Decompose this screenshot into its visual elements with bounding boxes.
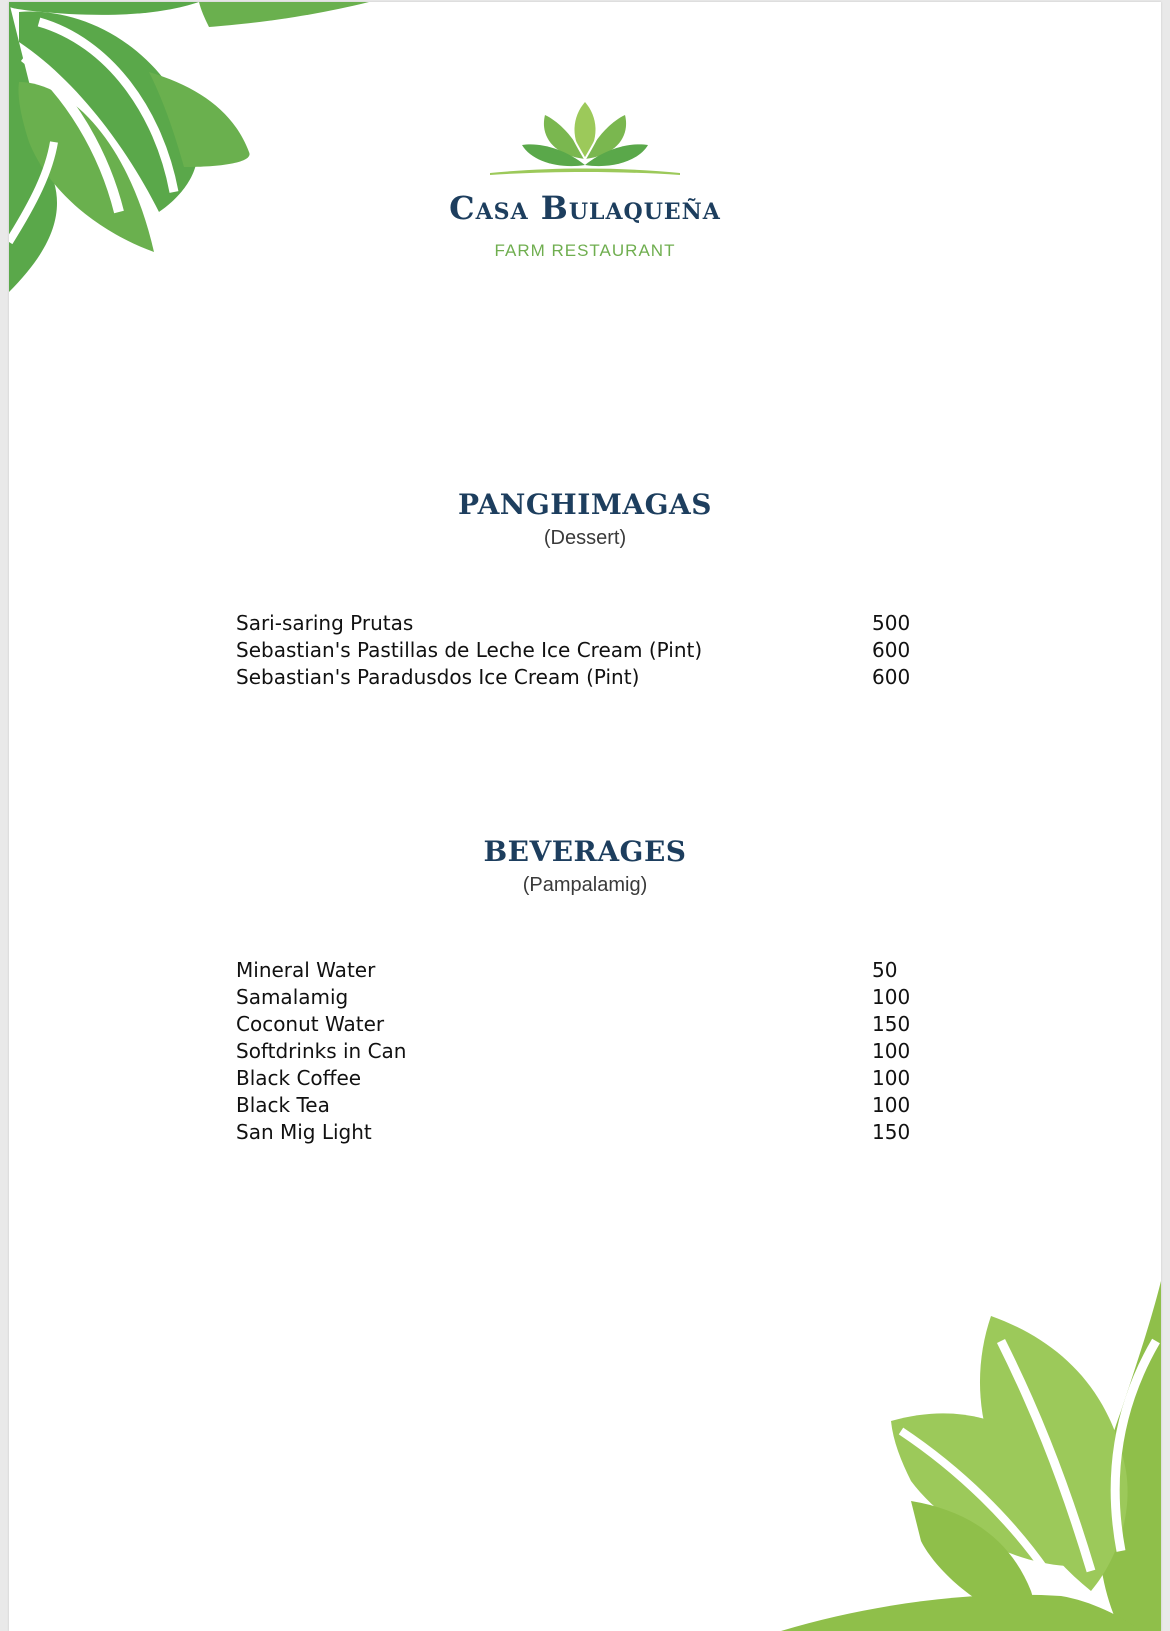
item-name: Sebastian's Pastillas de Leche Ice Cream (Pint) [236,638,703,662]
item-price: 150 [872,1120,911,1144]
menu-page [9,2,1161,1631]
beverages-items-list [236,957,936,1146]
list-item [236,1011,936,1038]
list-item [236,637,936,664]
section-title: BEVERAGES [483,835,687,868]
list-item [236,1038,936,1065]
restaurant-tagline: FARM RESTAURANT [494,241,676,260]
bottom-right-leaves-decoration [761,1271,1161,1631]
list-item [236,610,936,637]
item-name: Coconut Water [236,1012,385,1036]
item-name: Sari-saring Prutas [236,611,414,635]
item-price: 100 [872,1039,911,1063]
dessert-items-list [236,610,936,691]
list-item [236,957,936,984]
brand-header [9,97,1161,261]
beverages-section [9,835,1161,897]
item-price: 600 [872,638,911,662]
item-name: Black Tea [236,1093,330,1117]
section-subtitle: (Pampalamig) [522,874,648,896]
item-price: 50 [872,958,898,982]
item-price: 500 [872,611,911,635]
item-price: 100 [872,985,911,1009]
item-name: Mineral Water [236,958,376,982]
item-price: 100 [872,1066,911,1090]
item-name: Softdrinks in Can [236,1039,407,1063]
item-price: 150 [872,1012,911,1036]
list-item [236,1092,936,1119]
lotus-logo-icon [490,97,680,177]
item-price: 600 [872,665,911,689]
list-item [236,984,936,1011]
restaurant-name: Casa Bulaqueña [449,189,721,227]
item-name: Sebastian's Paradusdos Ice Cream (Pint) [236,665,640,689]
list-item [236,664,936,691]
list-item [236,1065,936,1092]
item-name: San Mig Light [236,1120,372,1144]
section-title: PANGHIMAGAS [458,488,712,521]
list-item [236,1119,936,1146]
item-name: Samalamig [236,985,349,1009]
item-name: Black Coffee [236,1066,362,1090]
dessert-section [9,488,1161,550]
section-subtitle: (Dessert) [543,527,627,549]
item-price: 100 [872,1093,911,1117]
